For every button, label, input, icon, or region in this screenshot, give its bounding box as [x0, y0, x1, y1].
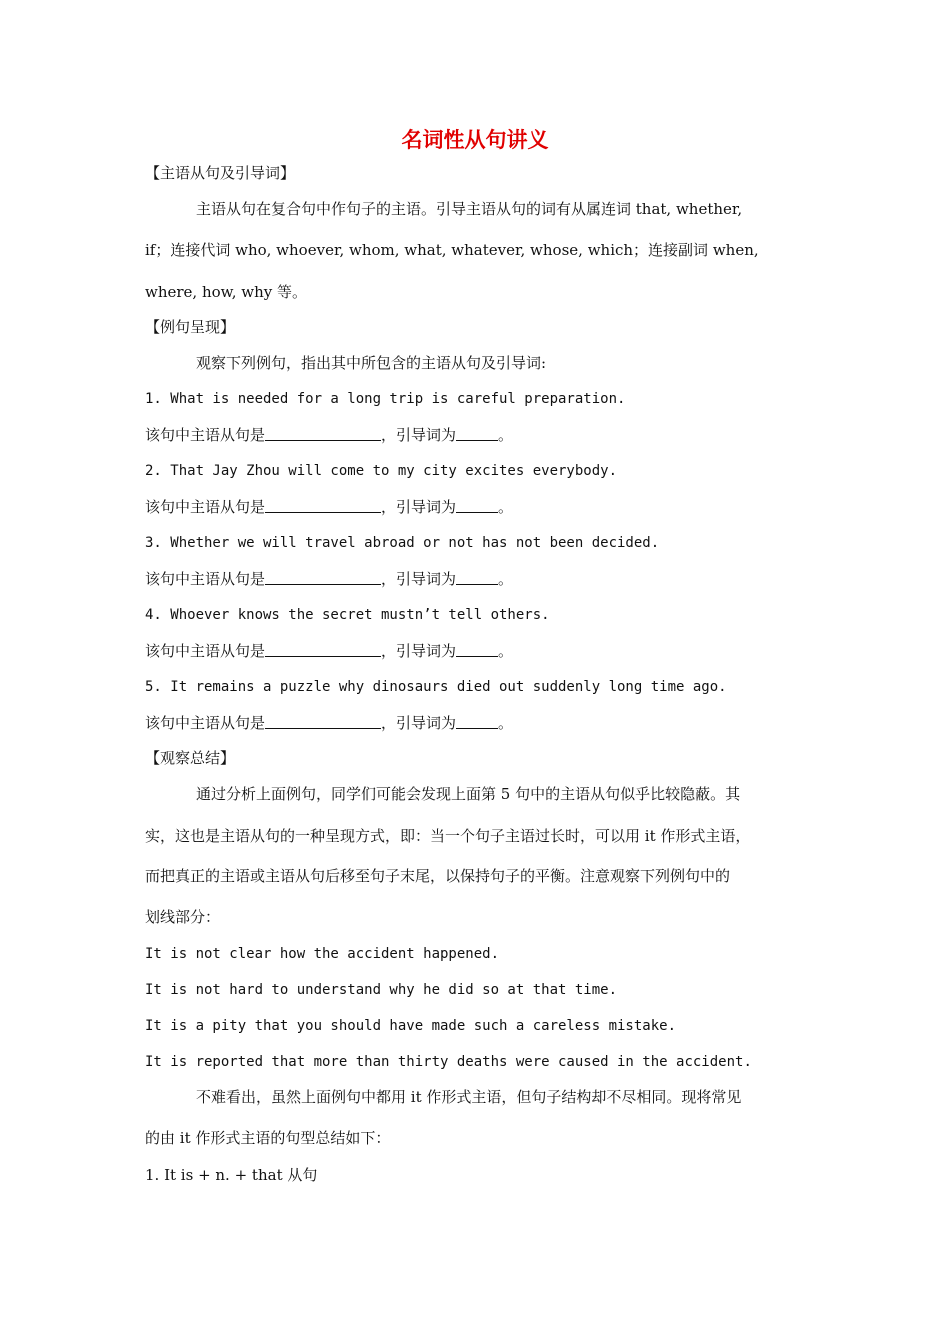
clause-answer-blank[interactable] — [265, 425, 381, 441]
example-sentence: 4. Whoever knows the secret mustn’t tell others. — [145, 607, 550, 623]
answer-prefix: 该句中主语从句是 — [145, 426, 266, 444]
section-heading-summary: 【观察总结】 — [145, 749, 236, 767]
connective-answer-blank[interactable] — [456, 497, 498, 513]
answer-end: 。 — [498, 570, 514, 588]
connective-answer-blank[interactable] — [456, 569, 498, 585]
answer-line — [145, 641, 513, 661]
answer-line — [145, 425, 513, 445]
answer-mid: ，引导词为 — [381, 570, 457, 588]
paragraph-line: where, how, why 等。 — [145, 283, 307, 301]
clause-answer-blank[interactable] — [265, 713, 381, 729]
it-example-sentence: It is not clear how the accident happened. — [145, 946, 500, 962]
answer-prefix: 该句中主语从句是 — [145, 498, 266, 516]
it-example-sentence: It is reported that more than thirty deaths were caused in the accident. — [145, 1054, 752, 1070]
answer-mid: ，引导词为 — [381, 642, 457, 660]
answer-mid: ，引导词为 — [381, 426, 457, 444]
answer-line — [145, 569, 513, 589]
answer-prefix: 该句中主语从句是 — [145, 642, 266, 660]
answer-end: 。 — [498, 642, 514, 660]
examples-intro: 观察下列例句，指出其中所包含的主语从句及引导词: — [196, 354, 547, 372]
answer-mid: ，引导词为 — [381, 498, 457, 516]
example-sentence: 1. What is needed for a long trip is careful preparation. — [145, 391, 626, 407]
example-sentence: 3. Whether we will travel abroad or not has not been decided. — [145, 535, 660, 551]
example-sentence: 2. That Jay Zhou will come to my city excites everybody. — [145, 463, 618, 479]
paragraph-line: if；连接代词 who, whoever, whom, what, whatever, whose, which；连接副词 when, — [145, 241, 759, 259]
answer-end: 。 — [498, 426, 514, 444]
answer-end: 。 — [498, 714, 514, 732]
answer-line — [145, 497, 513, 517]
paragraph-line: 主语从句在复合句中作句子的主语。引导主语从句的词有从属连词 that, whether, — [196, 200, 743, 218]
section-heading-subject-clause: 【主语从句及引导词】 — [145, 164, 296, 182]
connective-answer-blank[interactable] — [456, 425, 498, 441]
answer-line — [145, 713, 513, 733]
section-heading-examples: 【例句呈现】 — [145, 318, 236, 336]
clause-answer-blank[interactable] — [265, 641, 381, 657]
example-sentence: 5. It remains a puzzle why dinosaurs died out suddenly long time ago. — [145, 679, 727, 695]
clause-answer-blank[interactable] — [265, 497, 381, 513]
answer-end: 。 — [498, 498, 514, 516]
paragraph-line: 划线部分： — [145, 908, 221, 926]
connective-answer-blank[interactable] — [456, 641, 498, 657]
answer-mid: ，引导词为 — [381, 714, 457, 732]
sentence-pattern: 1. It is + n. + that 从句 — [145, 1166, 318, 1184]
answer-prefix: 该句中主语从句是 — [145, 714, 266, 732]
paragraph-line: 实，这也是主语从句的一种呈现方式，即：当一个句子主语过长时，可以用 it 作形式主语， — [145, 827, 751, 845]
paragraph-line: 的由 it 作形式主语的句型总结如下： — [145, 1129, 391, 1147]
paragraph-line: 不难看出，虽然上面例句中都用 it 作形式主语，但句子结构却不尽相同。现将常见 — [196, 1088, 742, 1106]
connective-answer-blank[interactable] — [456, 713, 498, 729]
it-example-sentence: It is a pity that you should have made such a careless mistake. — [145, 1018, 677, 1034]
paragraph-line: 而把真正的主语或主语从句后移至句子末尾，以保持句子的平衡。注意观察下列例句中的 — [145, 867, 731, 885]
document-title: 名词性从句讲义 — [401, 128, 549, 152]
clause-answer-blank[interactable] — [265, 569, 381, 585]
paragraph-line: 通过分析上面例句，同学们可能会发现上面第 5 句中的主语从句似乎比较隐蔽。其 — [196, 785, 741, 803]
it-example-sentence: It is not hard to understand why he did so at that time. — [145, 982, 618, 998]
answer-prefix: 该句中主语从句是 — [145, 570, 266, 588]
